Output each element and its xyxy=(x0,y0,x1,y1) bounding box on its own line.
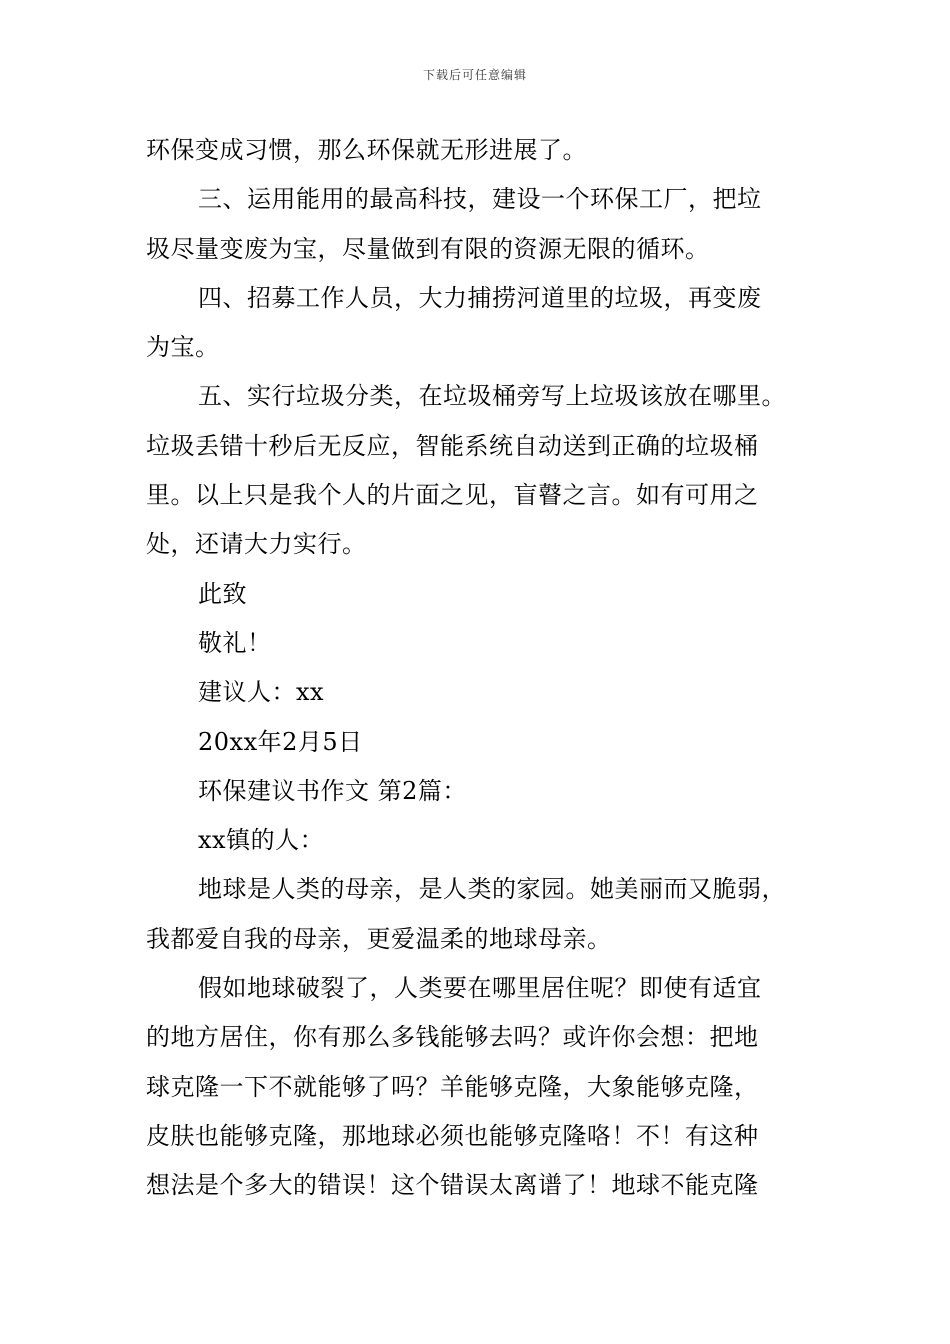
text-line: 想法是个多大的错误！这个错误太离谱了！地球不能克隆 xyxy=(146,1171,759,1200)
page-header: 下载后可任意编辑 xyxy=(422,68,527,82)
text-line: 的地方居住，你有那么多钱能够去吗？或许你会想：把地 xyxy=(146,1023,759,1052)
text-line: 地球是人类的母亲，是人类的家园。她美丽而又脆弱， xyxy=(198,875,786,904)
text-line: 假如地球破裂了，人类要在哪里居住呢？即使有适宜 xyxy=(198,974,762,1003)
proposer-name: 建议人：xx xyxy=(198,678,325,707)
section-title: 环保建议书作文 第2篇： xyxy=(198,776,467,805)
text-line: 四、招募工作人员，大力捕捞河道里的垃圾，再变废 xyxy=(198,283,762,312)
addressee: xx镇的人： xyxy=(198,826,325,855)
text-line: 环保变成习惯，那么环保就无形进展了。 xyxy=(146,136,587,164)
text-line: 皮肤也能够克隆，那地球必须也能够克隆咯！不！有这种 xyxy=(146,1121,759,1150)
text-line: 五、实行垃圾分类，在垃圾桶旁写上垃圾该放在哪里。 xyxy=(198,382,786,411)
text-line: 处，还请大力实行。 xyxy=(146,530,367,559)
text-line: 里。以上只是我个人的片面之见，盲瞽之言。如有可用之 xyxy=(146,481,759,510)
text-line: 圾尽量变废为宝，尽量做到有限的资源无限的循环。 xyxy=(146,234,710,263)
text-line: 为宝。 xyxy=(146,333,220,362)
salutation-closing: 此致 xyxy=(198,579,247,608)
text-line: 我都爱自我的母亲，更爱温柔的地球母亲。 xyxy=(146,924,612,953)
text-line: 垃圾丢错十秒后无反应，智能系统自动送到正确的垃圾桶 xyxy=(146,431,759,460)
text-line: 三、运用能用的最高科技，建设一个环保工厂，把垃 xyxy=(198,185,762,214)
salutation-regards: 敬礼！ xyxy=(198,628,272,657)
letter-date: 20xx年2月5日 xyxy=(198,727,363,756)
document-body xyxy=(146,126,816,1211)
text-line: 球克隆一下不就能够了吗？羊能够克隆，大象能够克隆， xyxy=(146,1072,759,1101)
